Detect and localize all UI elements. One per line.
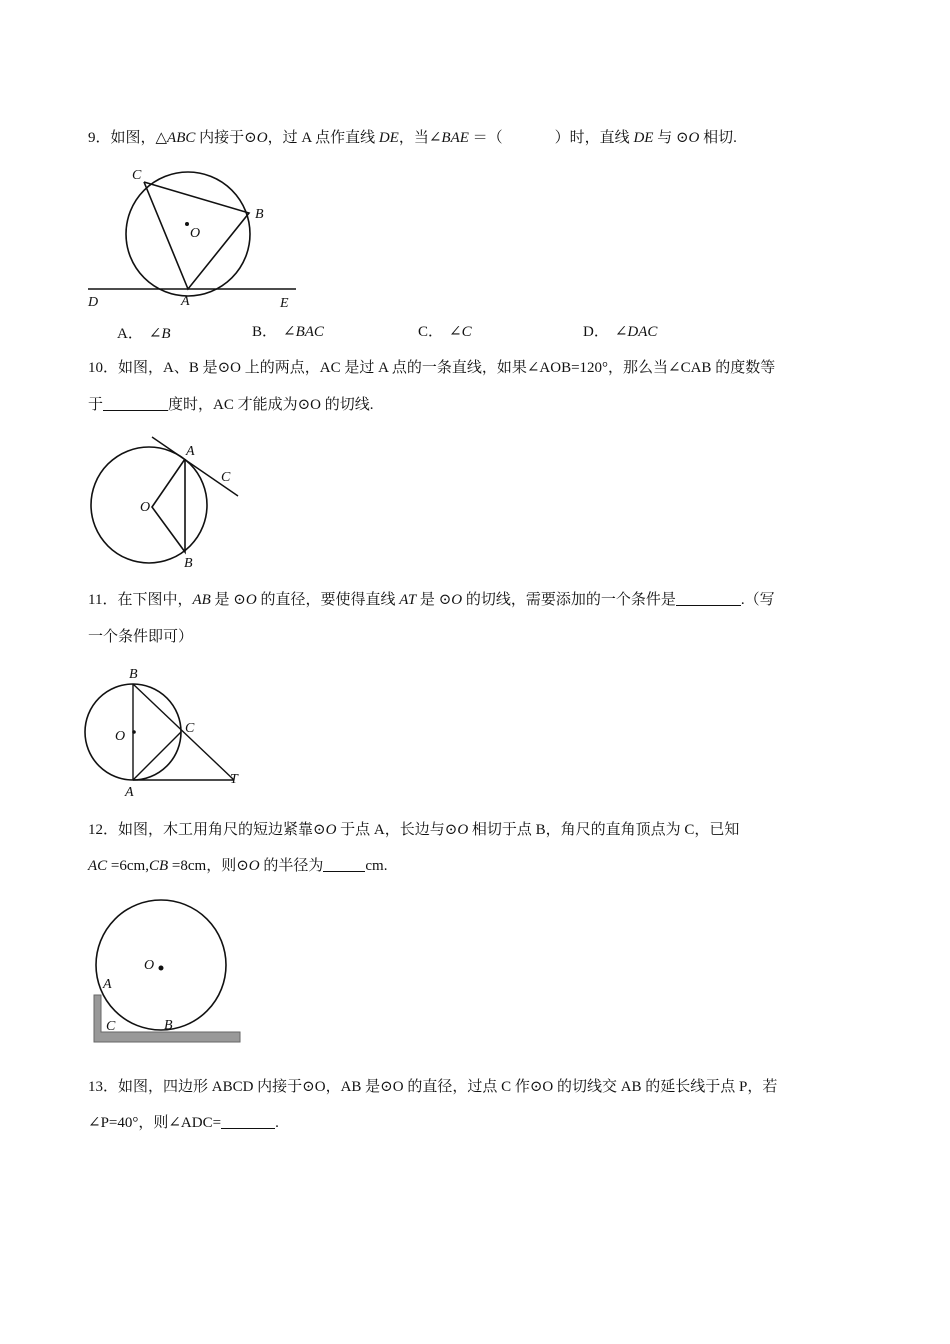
label-o: O	[115, 729, 126, 744]
label-o: O	[144, 958, 155, 973]
q12-stem-line1: 12．如图，木工用角尺的短边紧靠⊙O 于点 A，长边与⊙O 相切于点 B，角尺的直角顶点为 C，已知	[88, 822, 740, 838]
label-a: A	[186, 444, 195, 459]
option-d[interactable]: D． ∠DAC	[583, 324, 658, 340]
option-c[interactable]: C． ∠C	[418, 324, 472, 340]
center-dot	[132, 730, 136, 734]
answer-blank[interactable]	[103, 396, 168, 411]
label-b: B	[255, 207, 264, 222]
q11-figure	[84, 662, 254, 802]
q10-stem-line2: 于 度时，AC 才能成为⊙O 的切线.	[88, 397, 374, 413]
label-d: D	[88, 295, 99, 310]
label-c: C	[132, 168, 142, 183]
label-o: O	[140, 500, 151, 515]
label-c: C	[221, 470, 231, 485]
circle-o	[96, 900, 226, 1030]
q9-figure	[84, 162, 314, 312]
label-e: E	[280, 296, 289, 311]
triangle-oab	[152, 459, 185, 552]
q12-figure	[90, 900, 260, 1050]
option-a[interactable]: A． ∠B	[117, 326, 171, 342]
q11-stem-line1: 11．在下图中，AB 是 ⊙O 的直径，要使得直线 AT 是 ⊙O 的切线，需要添加的一个条件是 .（写	[88, 592, 775, 608]
center-dot	[159, 966, 164, 971]
label-a: A	[181, 294, 190, 309]
q10-figure	[84, 434, 254, 574]
center-dot	[185, 222, 189, 226]
label-b: B	[164, 1018, 173, 1033]
answer-blank[interactable]	[323, 857, 365, 872]
label-o: O	[190, 226, 201, 241]
q10-stem-line1: 10．如图，A、B 是⊙O 上的两点，AC 是过 A 点的一条直线，如果∠AOB=120°，那么当∠CAB 的度数等	[88, 360, 776, 376]
label-b: B	[129, 667, 138, 682]
answer-blank[interactable]	[676, 591, 741, 606]
answer-blank[interactable]	[221, 1114, 275, 1129]
q9-stem: 9．如图，△ABC 内接于⊙O，过 A 点作直线 DE，当∠BAE ＝（ ）时，直线 DE 与 ⊙O 相切.	[88, 130, 737, 146]
q12-stem-line2: AC =6cm,CB =8cm，则⊙O 的半径为 cm.	[88, 858, 388, 874]
label-c: C	[185, 721, 195, 736]
label-a: A	[103, 977, 112, 992]
q11-stem-line2: 一个条件即可）	[88, 629, 194, 645]
label-b: B	[184, 556, 193, 571]
label-a: A	[125, 785, 134, 800]
label-c: C	[106, 1019, 116, 1034]
q13-stem-line2: ∠P=40°，则∠ADC= .	[88, 1115, 279, 1131]
option-b[interactable]: B． ∠BAC	[252, 324, 324, 340]
label-t: T	[230, 772, 238, 787]
q13-stem-line1: 13．如图，四边形 ABCD 内接于⊙O，AB 是⊙O 的直径，过点 C 作⊙O 的切线交 AB 的延长线于点 P，若	[88, 1079, 778, 1095]
